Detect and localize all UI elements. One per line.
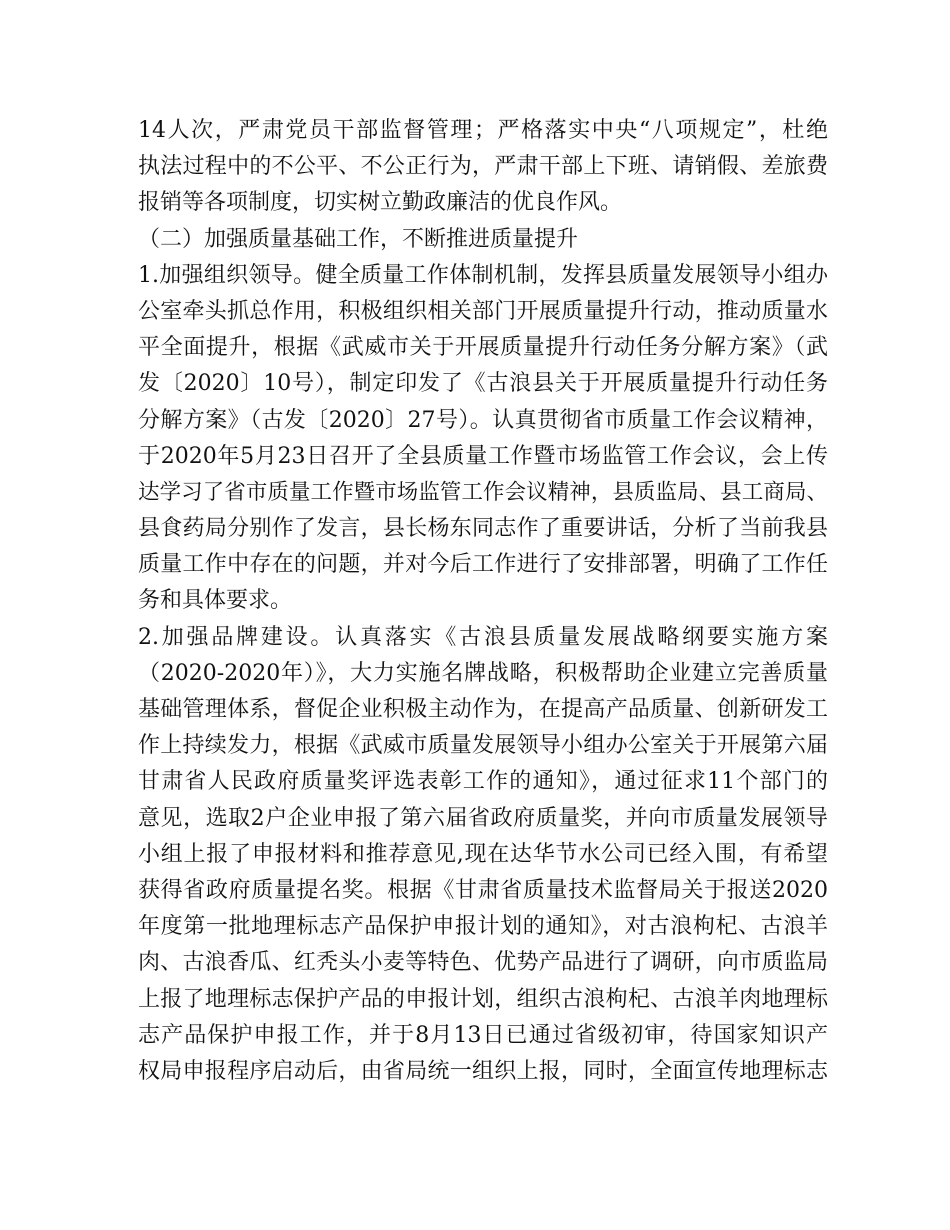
text-line-16: （2020-2020年）》，大力实施名牌战略，积极帮助企业建立完善质量 bbox=[138, 660, 828, 686]
text-line-21: 小组上报了申报材料和推荐意见,现在达华节水公司已经入围，有希望 bbox=[138, 841, 828, 867]
section-heading: （二）加强质量基础工作，不断推进质量提升 bbox=[138, 226, 579, 252]
text-line-6: 公室牵头抓总作用，积极组织相关部门开展质量提升行动，推动质量水 bbox=[138, 298, 828, 324]
text-line-17: 基础管理体系，督促企业积极主动作为，在提高产品质量、创新研发工 bbox=[138, 697, 828, 722]
text-line-9: 分解方案》（古发〔2020〕27号）。认真贯彻省市质量工作会议精神， bbox=[138, 407, 828, 433]
text-line-23: 年度第一批地理标志产品保护申报计划的通知》，对古浪枸杞、古浪羊 bbox=[138, 914, 828, 940]
document-body bbox=[138, 113, 828, 1090]
text-line-2: 执法过程中的不公平、不公正行为，严肃干部上下班、请销假、差旅费 bbox=[138, 154, 828, 180]
text-line-14: 务和具体要求。 bbox=[138, 588, 293, 614]
text-line-22: 获得省政府质量提名奖。根据《甘肃省质量技术监督局关于报送2020 bbox=[138, 877, 828, 903]
text-line-3: 报销等各项制度，切实树立勤政廉洁的优良作风。 bbox=[138, 190, 623, 216]
text-line-1: 14人次，严肃党员干部监督管理；严格落实中央“八项规定”，杜绝 bbox=[138, 118, 828, 143]
text-line-15: 2.加强品牌建设。认真落实《古浪县质量发展战略纲要实施方案 bbox=[138, 624, 828, 650]
text-line-10: 于2020年5月23日召开了全县质量工作暨市场监管工作会议，会上传 bbox=[138, 443, 828, 469]
text-line-27: 权局申报程序启动后，由省局统一组织上报，同时，全面宣传地理标志 bbox=[138, 1058, 828, 1084]
text-line-8: 发〔2020〕10号），制定印发了《古浪县关于开展质量提升行动任务 bbox=[138, 371, 828, 397]
text-line-7: 平全面提升，根据《武威市关于开展质量提升行动任务分解方案》（武 bbox=[138, 335, 828, 361]
text-line-26: 志产品保护申报工作，并于8月13日已通过省级初审，待国家知识产 bbox=[138, 1022, 828, 1048]
text-line-18: 作上持续发力，根据《武威市质量发展领导小组办公室关于开展第六届 bbox=[138, 733, 828, 759]
text-line-13: 质量工作中存在的问题，并对今后工作进行了安排部署，明确了工作任 bbox=[138, 552, 828, 578]
text-line-24: 肉、古浪香瓜、红秃头小麦等特色、优势产品进行了调研，向市质监局 bbox=[138, 950, 828, 976]
text-line-19: 甘肃省人民政府质量奖评选表彰工作的通知》，通过征求11个部门的 bbox=[138, 769, 828, 795]
text-line-11: 达学习了省市质量工作暨市场监管工作会议精神，县质监局、县工商局、 bbox=[138, 479, 828, 505]
text-line-25: 上报了地理标志保护产品的申报计划，组织古浪枸杞、古浪羊肉地理标 bbox=[138, 986, 828, 1012]
text-line-20: 意见，选取2户企业申报了第六届省政府质量奖，并向市质量发展领导 bbox=[138, 805, 828, 831]
text-line-5: 1.加强组织领导。健全质量工作体制机制，发挥县质量发展领导小组办 bbox=[138, 262, 828, 288]
text-line-12: 县食药局分别作了发言，县长杨东同志作了重要讲话，分析了当前我县 bbox=[138, 516, 828, 542]
